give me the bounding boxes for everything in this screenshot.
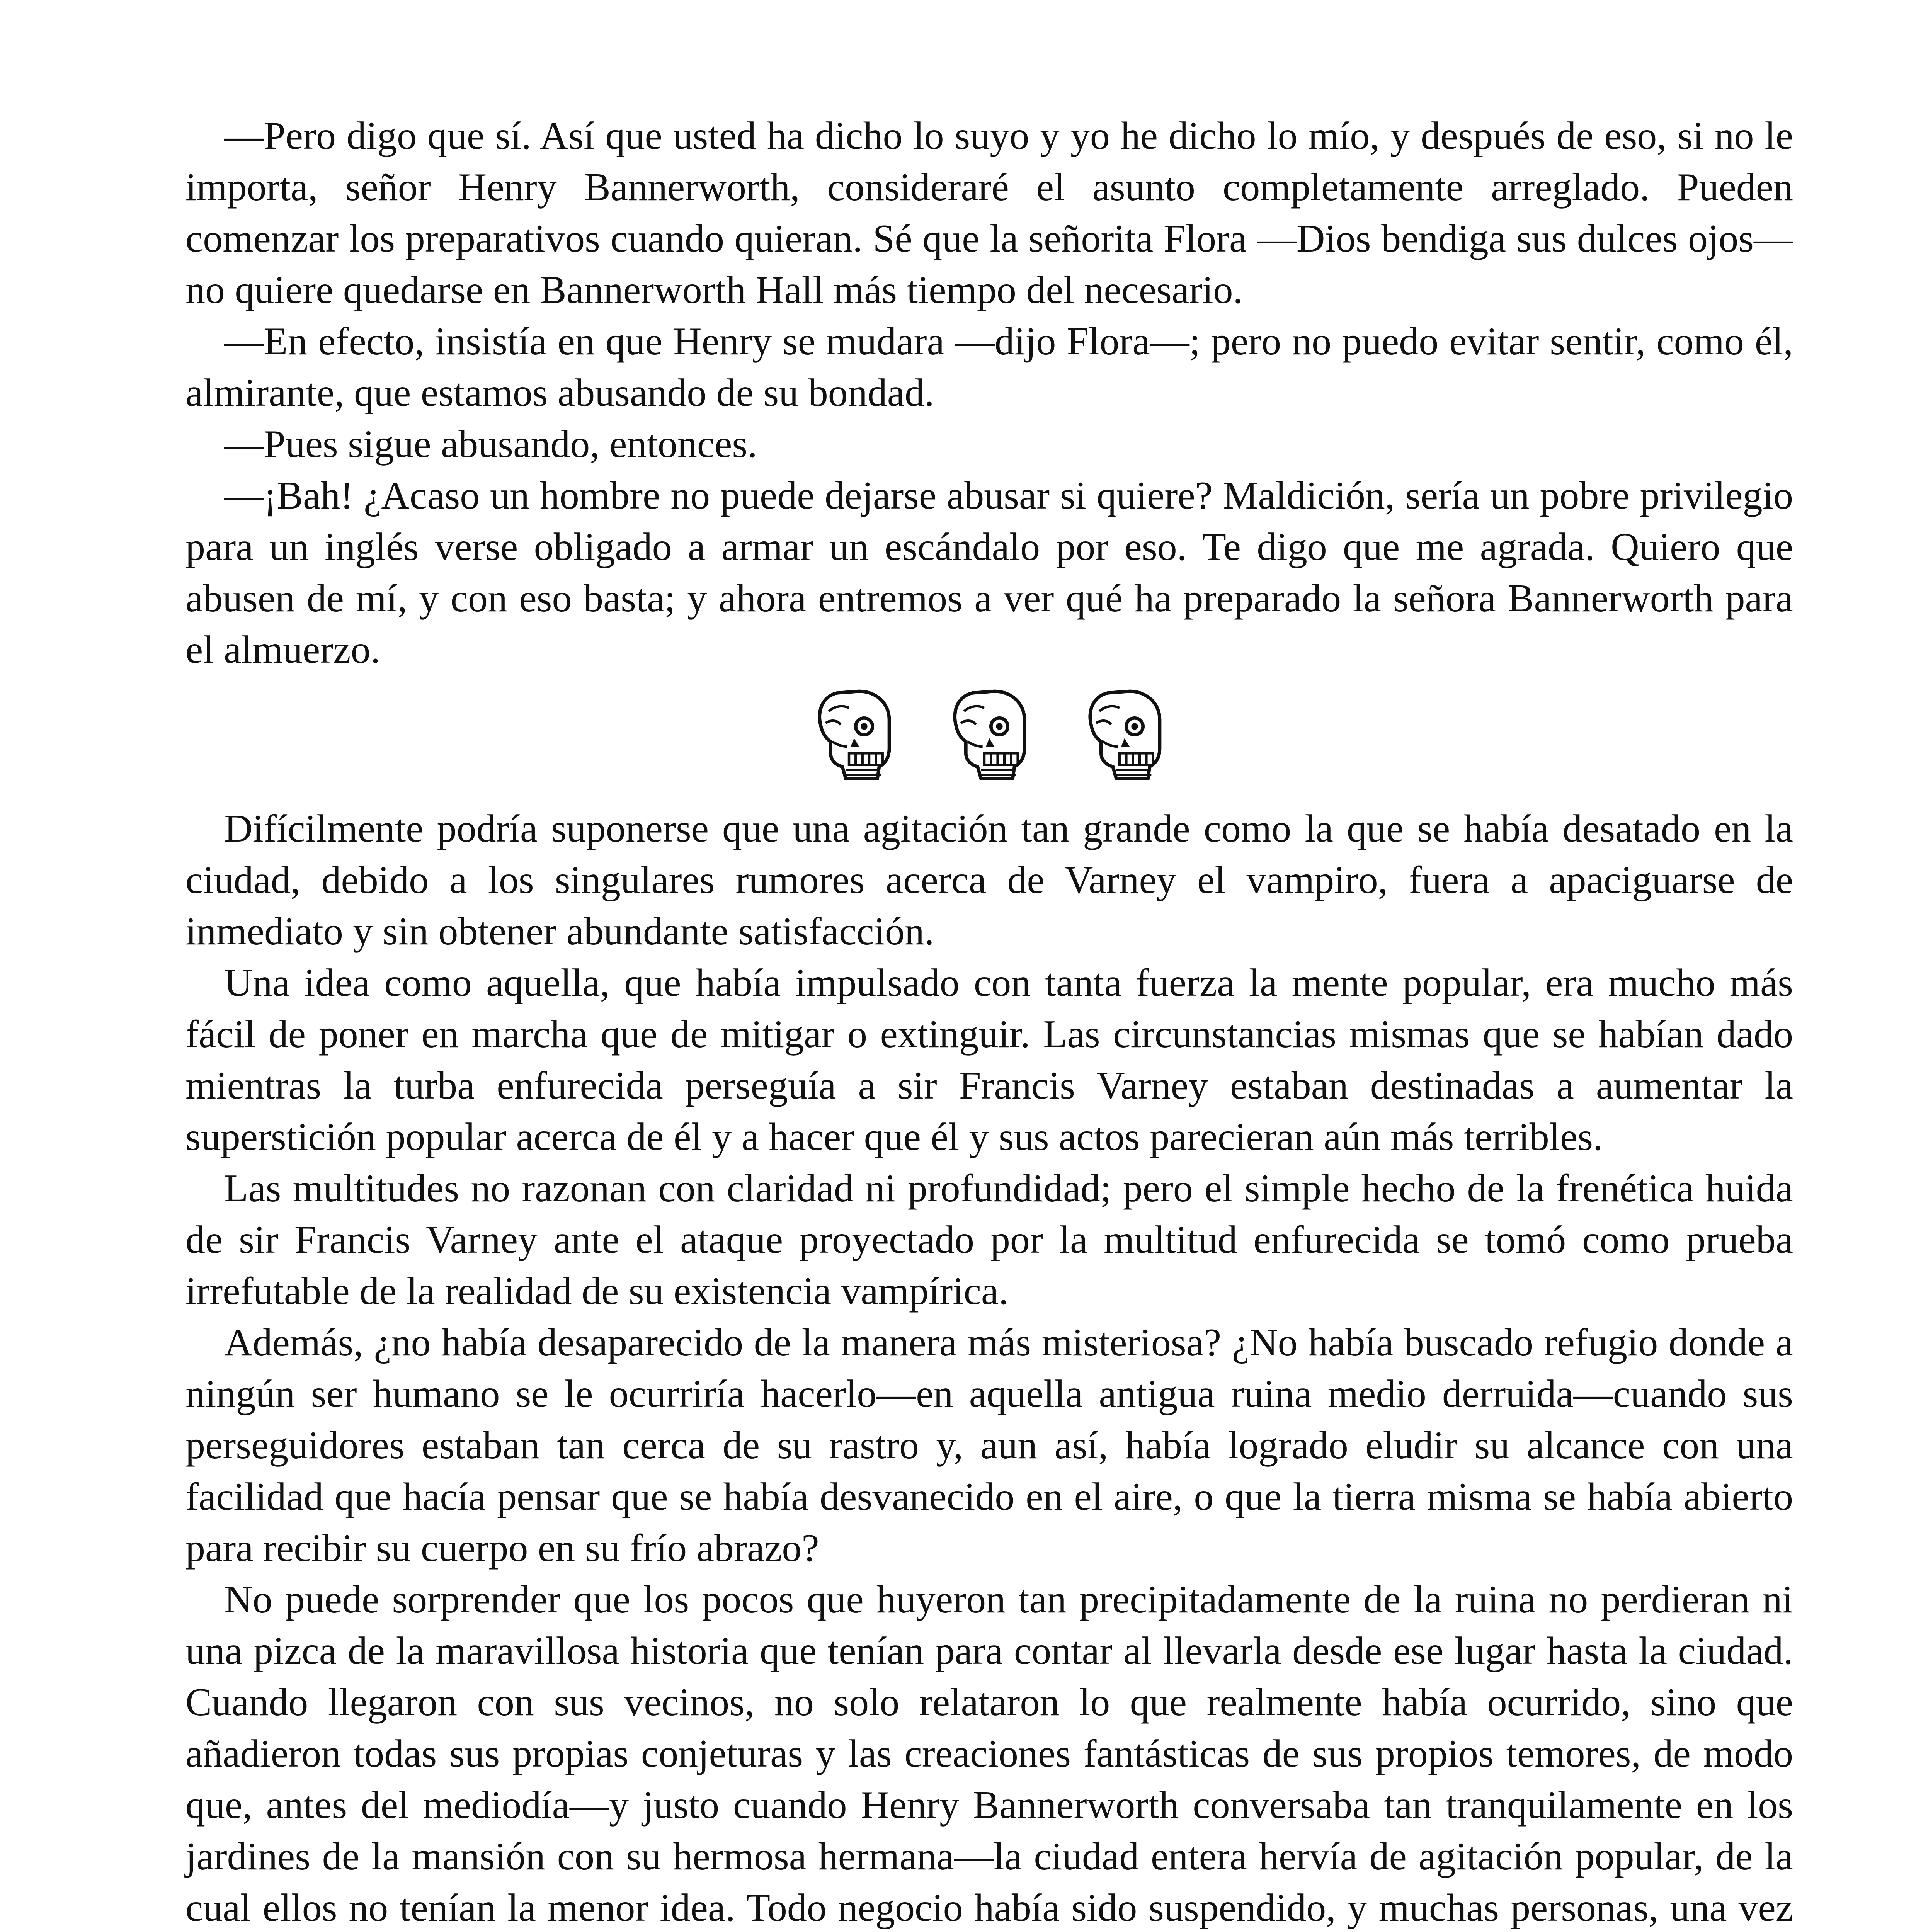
paragraph: —¡Bah! ¿Acaso un hombre no puede dejarse abusar si quiere? Maldición, sería un pobre privilegio para un inglés verse obligado a armar un escándalo por eso. Te digo que me agrada. Quiero que abusen de mí, y con eso basta; y ahora entremos a ver qué ha preparado la señora Bannerworth para el almuerzo. — [185, 474, 1793, 672]
paragraph: Además, ¿no había desaparecido de la manera más misteriosa? ¿No había buscado refugio donde a ningún ser humano se le ocurriría hacerlo—en aquella antigua ruina medio derruida—cuando sus perseguidores estaban tan cerca de su rastro y, aun así, había logrado eludir su alcance con una facilidad que hacía pensar que se había desvanecido en el aire, o que la tierra misma se había abierto para recibir su cuerpo en su frío abrazo? — [185, 1321, 1793, 1570]
skull-icon — [947, 686, 1032, 787]
paragraph: Las multitudes no razonan con claridad ni profundidad; pero el simple hecho de la frenética huida de sir Francis Varney ante el ataque proyectado por la multitud enfurecida se tomó como prueba irrefutable de la realidad de su existencia vampírica. — [185, 1167, 1793, 1313]
skull-icon — [812, 686, 897, 787]
section-break-ornament — [185, 679, 1793, 794]
paragraph: —Pero digo que sí. Así que usted ha dicho lo suyo y yo he dicho lo mío, y después de eso, si no le importa, señor Henry Bannerworth, consideraré el asunto completamente arreglado. Pueden comenzar los preparativos cuando quieran. Sé que la señorita Flora —Dios bendiga sus dulces ojos— no quiere quedarse en Bannerworth Hall más tiempo del necesario. — [185, 114, 1793, 312]
page-body — [185, 110, 1793, 1932]
skull-icon — [1082, 686, 1167, 787]
section-before-ornament — [185, 110, 1793, 675]
paragraph: Difícilmente podría suponerse que una agitación tan grande como la que se había desatado en la ciudad, debido a los singulares rumores acerca de Varney el vampiro, fuera a apaciguarse de inmediato y sin obtener abundante satisfacción. — [185, 807, 1793, 953]
paragraph: —Pues sigue abusando, entonces. — [224, 422, 757, 466]
paragraph: —En efecto, insistía en que Henry se mudara —dijo Flora—; pero no puedo evitar sentir, como él, almirante, que estamos abusando de su bondad. — [185, 320, 1793, 415]
paragraph: No puede sorprender que los pocos que huyeron tan precipitadamente de la ruina no perdieran ni una pizca de la maravillosa historia que tenían para contar al llevarla desde ese lugar hasta la ciudad. Cuando llegaron con sus vecinos, no solo relataron lo que realmente había ocurrido, sino que añadieron todas sus propias conjeturas y las creaciones fantásticas de sus propios temores, de modo que, antes del mediodía—y justo cuando Henry Bannerworth conversaba tan tranquilamente en los jardines de la mansión con su hermosa hermana—la ciudad entera hervía de agitación popular, de la cual ellos no tenían la menor idea. Todo negocio había sido suspendido, y muchas personas, una vez — [185, 1578, 1793, 1930]
paragraph: Una idea como aquella, que había impulsado con tanta fuerza la mente popular, era mucho más fácil de poner en marcha que de mitigar o extinguir. Las circunstancias mismas que se habían dado mientras la turba enfurecida perseguía a sir Francis Varney estaban destinadas a aumentar la superstición popular acerca de él y a hacer que él y sus actos parecieran aún más terribles. — [185, 961, 1793, 1159]
section-after-ornament — [185, 803, 1793, 1932]
